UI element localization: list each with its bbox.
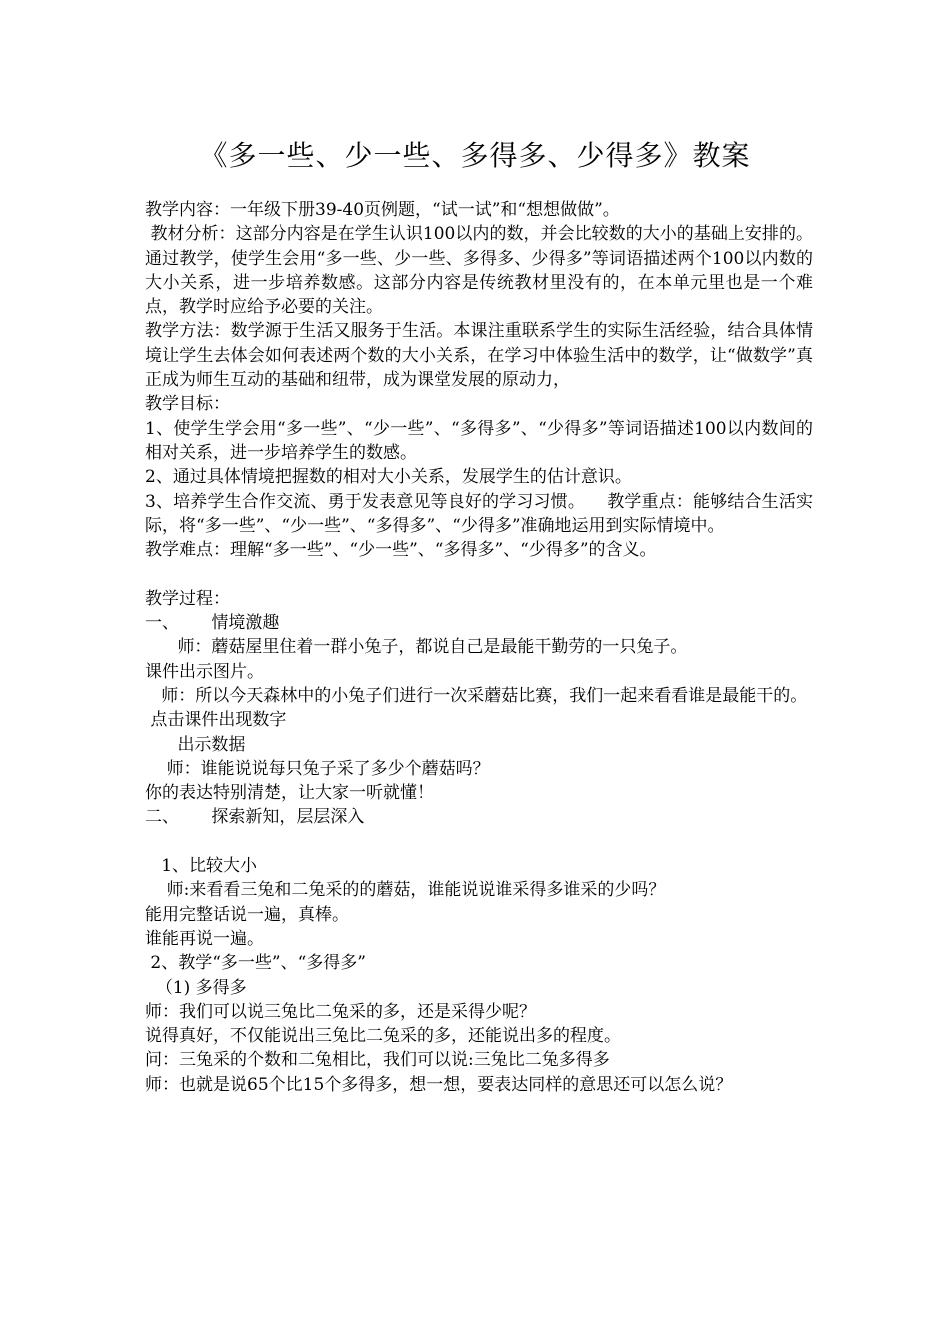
paragraph: 教学目标： bbox=[145, 394, 230, 415]
paragraph: 2、教学“多一些”、“多得多” bbox=[145, 953, 366, 974]
paragraph: 教学难点：理解“多一些”、“少一些”、“多得多”、“少得多”的含义。 bbox=[145, 540, 657, 561]
paragraph: 出示数据 bbox=[145, 734, 246, 755]
paragraph: 师：我们可以说三兔比二兔采的多，还是采得少呢？ bbox=[145, 1001, 536, 1022]
paragraph: 说得真好，不仅能说出三兔比二兔采的多，还能说出多的程度。 bbox=[145, 1026, 621, 1047]
page-title: 《多一些、少一些、多得多、少得多》教案 bbox=[199, 139, 751, 172]
paragraph: 教学内容：一年级下册39-40页例题，“试一试”和“想想做做”。 bbox=[145, 200, 620, 220]
paragraph: 师：也就是说65个比15个多得多，想一想，要表达同样的意思还可以怎么说？ bbox=[145, 1074, 733, 1095]
paragraph: 1、使学生学会用“多一些”、“少一些”、“多得多”、“少得多”等词语描述100以内数间的相对关系，进一步培养学生的数感。 bbox=[145, 418, 813, 463]
paragraph: 课件出示图片。 bbox=[145, 661, 264, 682]
paragraph: 师:来看看三兔和二兔采的的蘑菇，谁能说说谁采得多谁采的少吗？ bbox=[145, 880, 666, 901]
paragraph: 师：蘑菇屋里住着一群小兔子，都说自己是最能干勤劳的一只兔子。 bbox=[145, 637, 688, 658]
paragraph: 教学过程： bbox=[145, 588, 230, 609]
paragraph: 2、通过具体情境把握数的相对大小关系，发展学生的估计意识。 bbox=[145, 467, 632, 488]
section-heading: 二、 探索新知，层层深入 bbox=[145, 807, 365, 828]
section-heading: 一、 情境激趣 bbox=[145, 613, 280, 634]
blank-line bbox=[145, 830, 813, 854]
paragraph: 教学方法：数学源于生活又服务于生活。本课注重联系学生的实际生活经验，结合具体情境让学生去体会如何表述两个数的大小关系，在学习中体验生活中的数学，让“做数学”真正成为师生互动的基础和纽带，成为课堂发展的原动力， bbox=[145, 321, 813, 391]
paragraph: 你的表达特别清楚，让大家一听就懂！ bbox=[145, 783, 434, 804]
paragraph: 谁能再说一遍。 bbox=[145, 928, 264, 949]
paragraph: 点击课件出现数字 bbox=[145, 710, 287, 731]
document-body bbox=[145, 198, 813, 1097]
paragraph: （1) 多得多 bbox=[145, 977, 247, 998]
paragraph: 3、培养学生合作交流、勇于发表意见等良好的学习习惯。 教学重点：能够结合生活实际，将“多一些”、“少一些”、“多得多”、“少得多”准确地运用到实际情境中。 bbox=[145, 491, 813, 536]
paragraph: 能用完整话说一遍，真棒。 bbox=[145, 904, 349, 925]
blank-line bbox=[145, 562, 813, 586]
paragraph: 师：所以今天森林中的小兔子们进行一次采蘑菇比赛，我们一起来看看谁是最能干的。 bbox=[145, 685, 808, 706]
paragraph: 问：三兔采的个数和二兔相比，我们可以说:三兔比二兔多得多 bbox=[145, 1050, 610, 1071]
paragraph: 师：谁能说说每只兔子采了多少个蘑菇吗？ bbox=[145, 758, 490, 779]
paragraph: 1、比较大小 bbox=[145, 856, 258, 877]
paragraph: 教材分析：这部分内容是在学生认识100以内的数，并会比较数的大小的基础上安排的。通过教学，使学生会用“多一些、少一些、多得多、少得多”等词语描述两个100以内数的大小关系，进一步培养数感。这部分内容是传统教材里没有的，在本单元里也是一个难点，教学时应给予必要的关注。 bbox=[145, 224, 813, 318]
